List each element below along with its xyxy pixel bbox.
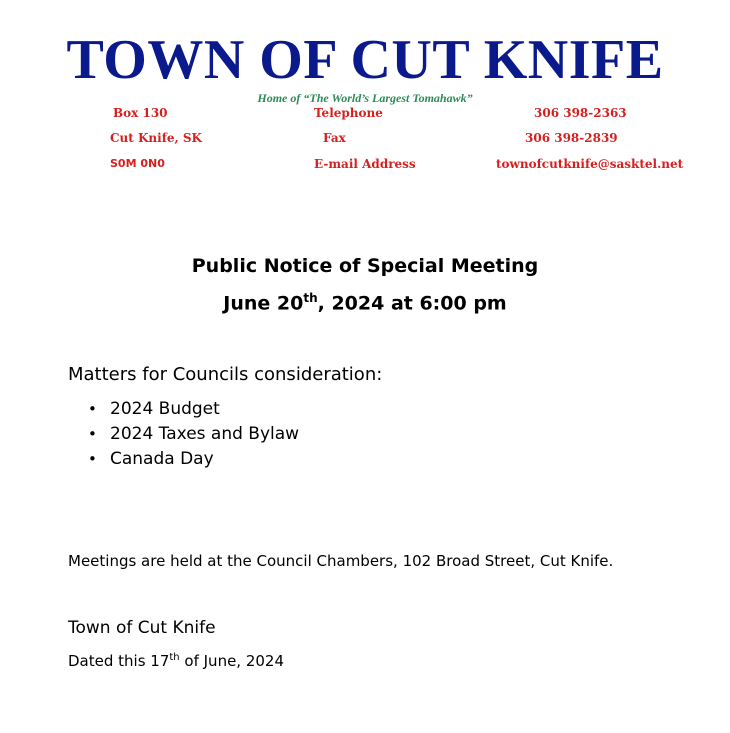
list-item-text: 2024 Budget (110, 399, 220, 419)
matters-list (68, 397, 299, 472)
bullet-icon: • (88, 425, 97, 443)
notice-heading: Public Notice of Special Meeting (191, 255, 539, 277)
list-item-text: Canada Day (110, 449, 214, 469)
telephone-label: Telephone (314, 106, 383, 120)
notice-date-prefix: June 20 (223, 292, 304, 315)
signature-name: Town of Cut Knife (68, 618, 216, 638)
notice-date (0, 291, 730, 314)
bullet-icon: • (88, 450, 97, 468)
list-item (68, 447, 299, 472)
dated-suffix: th (169, 652, 180, 663)
town-tagline: Home of “The World’s Largest Tomahawk” (257, 91, 473, 105)
location-text: Meetings are held at the Council Chambers, 102 Broad Street, Cut Knife. (68, 552, 614, 570)
list-item (68, 397, 299, 422)
postal-code: S0M 0N0 (110, 157, 165, 170)
dated-rest: of June, 2024 (179, 652, 285, 670)
notice-date-rest: , 2024 at 6:00 pm (317, 292, 507, 315)
fax-label: Fax (323, 131, 346, 145)
dated-line (68, 652, 284, 670)
list-item-text: 2024 Taxes and Bylaw (110, 424, 300, 444)
bullet-icon: • (88, 400, 97, 418)
notice-date-suffix: th (303, 291, 318, 305)
fax-number: 306 398-2839 (525, 131, 618, 145)
matters-intro: Matters for Councils consideration: (68, 364, 383, 385)
email-label: E-mail Address (314, 157, 416, 171)
list-item (68, 422, 299, 447)
email-address: townofcutknife@sasktel.net (496, 157, 684, 171)
telephone-number: 306 398-2363 (534, 106, 627, 120)
dated-prefix: Dated this 17 (68, 652, 170, 670)
box-address: Box 130 (113, 106, 168, 120)
city-address: Cut Knife, SK (110, 131, 202, 145)
town-title: TOWN OF CUT KNIFE (66, 29, 664, 91)
